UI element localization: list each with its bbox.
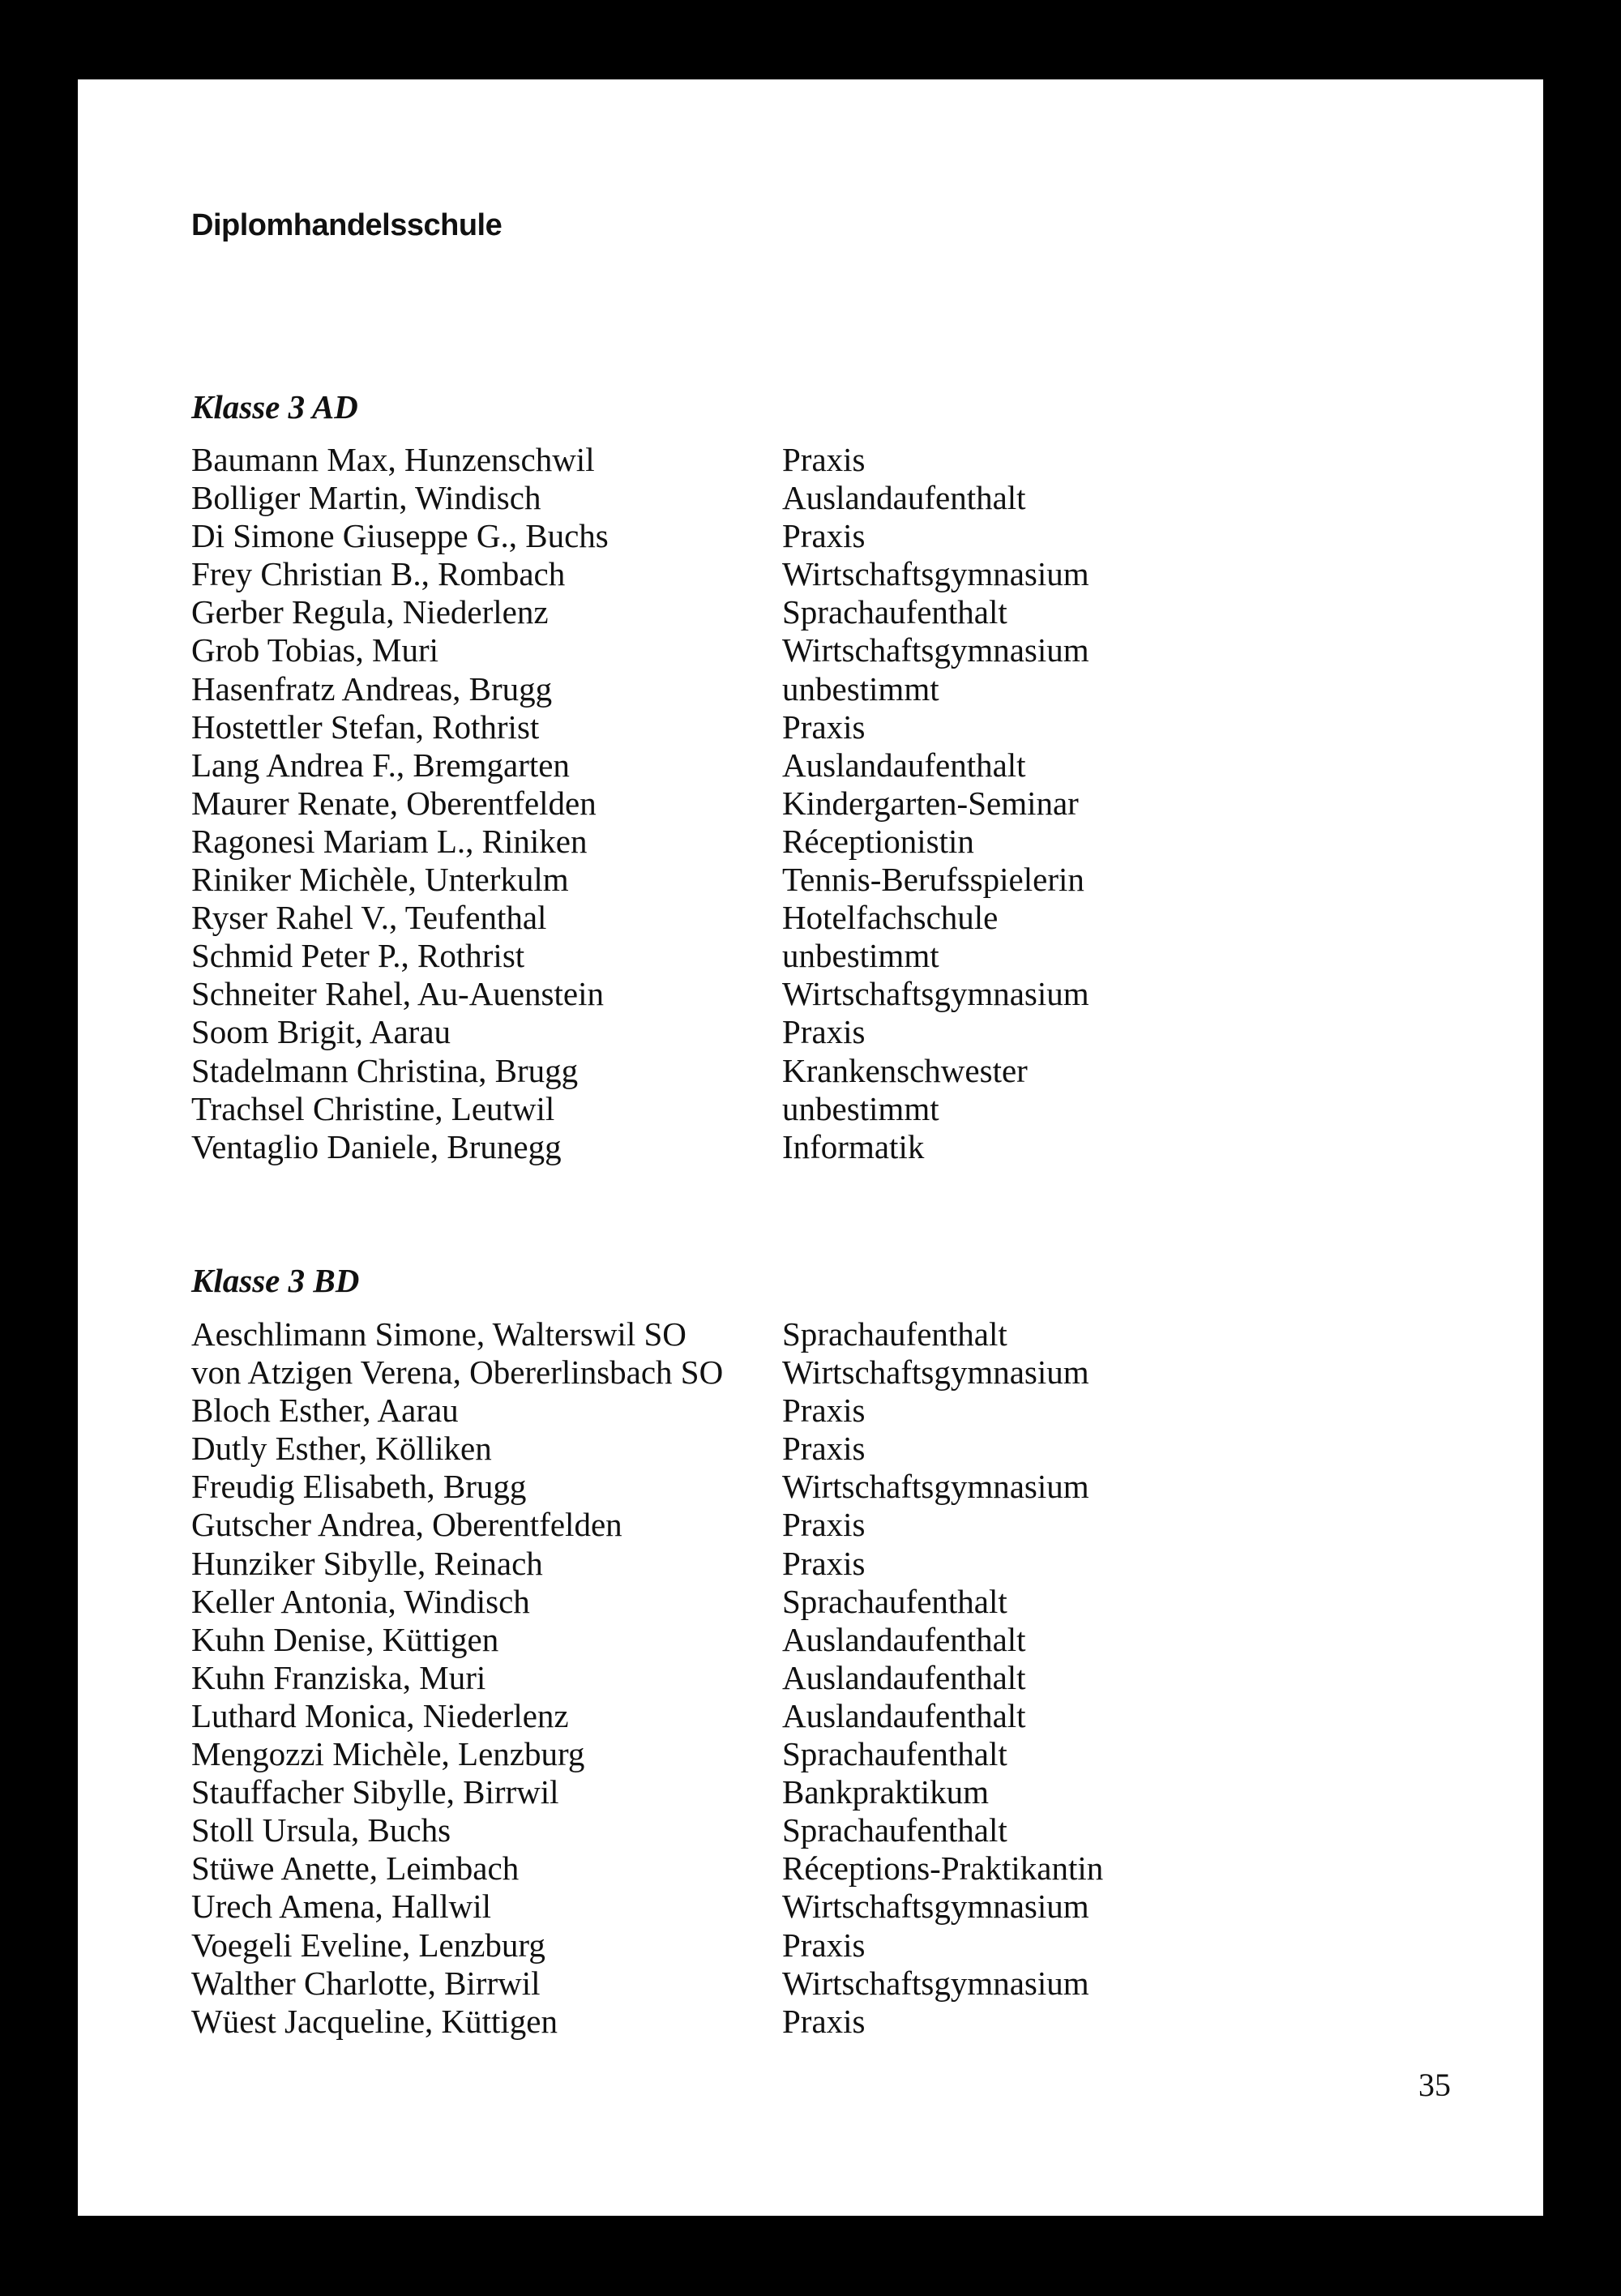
student-row — [191, 708, 1089, 746]
student-destination: Auslandaufenthalt — [782, 1696, 1026, 1734]
student-destination: Auslandaufenthalt — [782, 479, 1026, 517]
student-row — [191, 1468, 1103, 1506]
student-name: Grob Tobias, Muri — [191, 631, 438, 669]
student-destination: Sprachaufenthalt — [782, 593, 1007, 631]
student-destination: unbestimmt — [782, 669, 939, 708]
student-name: Stauffacher Sibylle, Birrwil — [191, 1773, 559, 1811]
student-destination: Tennis-Berufsspielerin — [782, 861, 1084, 899]
student-row — [191, 1888, 1103, 1926]
student-destination: unbestimmt — [782, 937, 939, 975]
student-destination: Wirtschaftsgymnasium — [782, 631, 1089, 669]
student-row — [191, 517, 1089, 555]
student-name: Stoll Ursula, Buchs — [191, 1811, 451, 1849]
student-name: Frey Christian B., Rombach — [191, 555, 566, 593]
student-name: Keller Antonia, Windisch — [191, 1582, 530, 1620]
student-name: Trachsel Christine, Leutwil — [191, 1089, 555, 1127]
student-destination: Praxis — [782, 1926, 866, 1964]
student-name: Soom Brigit, Aarau — [191, 1013, 451, 1051]
student-destination: Informatik — [782, 1127, 925, 1165]
student-row — [191, 1811, 1103, 1849]
student-destination: Bankpraktikum — [782, 1773, 990, 1811]
student-name: Voegeli Eveline, Lenzburg — [191, 1926, 545, 1964]
student-destination: Auslandaufenthalt — [782, 746, 1026, 784]
student-row — [191, 1583, 1103, 1621]
student-name: Dutly Esther, Kölliken — [191, 1430, 492, 1468]
student-row — [191, 479, 1089, 517]
student-row — [191, 670, 1089, 708]
student-row — [191, 823, 1089, 861]
student-name: Baumann Max, Hunzenschwil — [191, 441, 595, 478]
student-destination: Praxis — [782, 1506, 866, 1544]
student-destination: Wirtschaftsgymnasium — [782, 1964, 1089, 2002]
class-title-3ad: Klasse 3 AD — [191, 388, 358, 425]
student-row — [191, 861, 1089, 899]
student-destination: Wirtschaftsgymnasium — [782, 1468, 1089, 1506]
student-name: Urech Amena, Hallwil — [191, 1888, 492, 1926]
page-heading: Diplomhandelsschule — [191, 208, 503, 242]
student-row — [191, 1090, 1089, 1128]
student-destination: Auslandaufenthalt — [782, 1658, 1026, 1696]
student-row — [191, 785, 1089, 823]
student-name: Maurer Renate, Oberentfelden — [191, 784, 597, 822]
student-name: Aeschlimann Simone, Walterswil SO — [191, 1315, 686, 1353]
student-name: von Atzigen Verena, Obererlinsbach SO — [191, 1353, 724, 1392]
student-destination: Praxis — [782, 2002, 866, 2040]
student-destination: Sprachaufenthalt — [782, 1582, 1007, 1620]
student-row — [191, 1965, 1103, 2003]
class-list-3ad — [191, 441, 1089, 1166]
student-destination: Praxis — [782, 1430, 866, 1468]
student-name: Bloch Esther, Aarau — [191, 1392, 459, 1430]
student-name: Luthard Monica, Niederlenz — [191, 1696, 569, 1734]
student-name: Bolliger Martin, Windisch — [191, 479, 541, 517]
student-name: Kuhn Denise, Küttigen — [191, 1620, 499, 1658]
document-page — [78, 79, 1543, 2216]
student-row — [191, 1926, 1103, 1965]
student-destination: Réceptions-Praktikantin — [782, 1849, 1104, 1888]
student-destination: Kindergarten-Seminar — [782, 784, 1079, 822]
student-row — [191, 2003, 1103, 2041]
student-destination: Hotelfachschule — [782, 899, 999, 937]
student-destination: Sprachaufenthalt — [782, 1811, 1007, 1849]
student-row — [191, 1052, 1089, 1090]
student-destination: Praxis — [782, 1544, 866, 1582]
student-row — [191, 631, 1089, 669]
class-list-3bd — [191, 1315, 1103, 2041]
student-row — [191, 1013, 1089, 1051]
student-destination: Praxis — [782, 441, 866, 478]
student-destination: Wirtschaftsgymnasium — [782, 975, 1089, 1013]
student-name: Walther Charlotte, Birrwil — [191, 1964, 541, 2002]
student-name: Ryser Rahel V., Teufenthal — [191, 899, 547, 937]
student-row — [191, 1659, 1103, 1697]
student-name: Lang Andrea F., Bremgarten — [191, 746, 570, 784]
student-row — [191, 1506, 1103, 1544]
student-name: Freudig Elisabeth, Brugg — [191, 1468, 527, 1506]
student-destination: Wirtschaftsgymnasium — [782, 1888, 1089, 1926]
student-name: Ragonesi Mariam L., Riniken — [191, 822, 588, 860]
student-row — [191, 937, 1089, 975]
student-destination: Sprachaufenthalt — [782, 1735, 1007, 1773]
student-destination: Réceptionistin — [782, 822, 974, 860]
student-name: Stüwe Anette, Leimbach — [191, 1849, 520, 1888]
student-destination: unbestimmt — [782, 1089, 939, 1127]
student-name: Riniker Michèle, Unterkulm — [191, 861, 569, 899]
student-row — [191, 746, 1089, 785]
student-destination: Auslandaufenthalt — [782, 1620, 1026, 1658]
student-row — [191, 1773, 1103, 1811]
student-row — [191, 1849, 1103, 1888]
student-destination: Krankenschwester — [782, 1051, 1028, 1089]
student-row — [191, 1735, 1103, 1773]
student-name: Gerber Regula, Niederlenz — [191, 593, 549, 631]
student-name: Hasenfratz Andreas, Brugg — [191, 669, 553, 708]
student-name: Di Simone Giuseppe G., Buchs — [191, 517, 609, 555]
student-row — [191, 1430, 1103, 1468]
student-name: Ventaglio Daniele, Brunegg — [191, 1127, 562, 1165]
student-name: Mengozzi Michèle, Lenzburg — [191, 1735, 585, 1773]
student-row — [191, 1545, 1103, 1583]
student-destination: Wirtschaftsgymnasium — [782, 555, 1089, 593]
student-destination: Sprachaufenthalt — [782, 1315, 1007, 1353]
student-destination: Praxis — [782, 708, 866, 746]
student-row — [191, 899, 1089, 937]
student-row — [191, 1128, 1089, 1166]
student-destination: Praxis — [782, 1013, 866, 1051]
student-name: Schneiter Rahel, Au-Auenstein — [191, 975, 604, 1013]
student-row — [191, 1315, 1103, 1353]
student-name: Kuhn Franziska, Muri — [191, 1658, 486, 1696]
student-row — [191, 1353, 1103, 1392]
student-row — [191, 1621, 1103, 1659]
student-row — [191, 441, 1089, 479]
student-name: Hostettler Stefan, Rothrist — [191, 708, 540, 746]
student-row — [191, 1697, 1103, 1735]
student-name: Schmid Peter P., Rothrist — [191, 937, 525, 975]
student-destination: Wirtschaftsgymnasium — [782, 1353, 1089, 1392]
student-row — [191, 593, 1089, 631]
page-number: 35 — [1418, 2067, 1451, 2103]
student-destination: Praxis — [782, 517, 866, 555]
student-name: Wüest Jacqueline, Küttigen — [191, 2002, 558, 2040]
class-title-3bd: Klasse 3 BD — [191, 1262, 360, 1299]
student-name: Gutscher Andrea, Oberentfelden — [191, 1506, 622, 1544]
student-row — [191, 555, 1089, 593]
student-destination: Praxis — [782, 1392, 866, 1430]
student-row — [191, 975, 1089, 1013]
student-name: Hunziker Sibylle, Reinach — [191, 1544, 543, 1582]
student-row — [191, 1392, 1103, 1430]
student-name: Stadelmann Christina, Brugg — [191, 1051, 579, 1089]
